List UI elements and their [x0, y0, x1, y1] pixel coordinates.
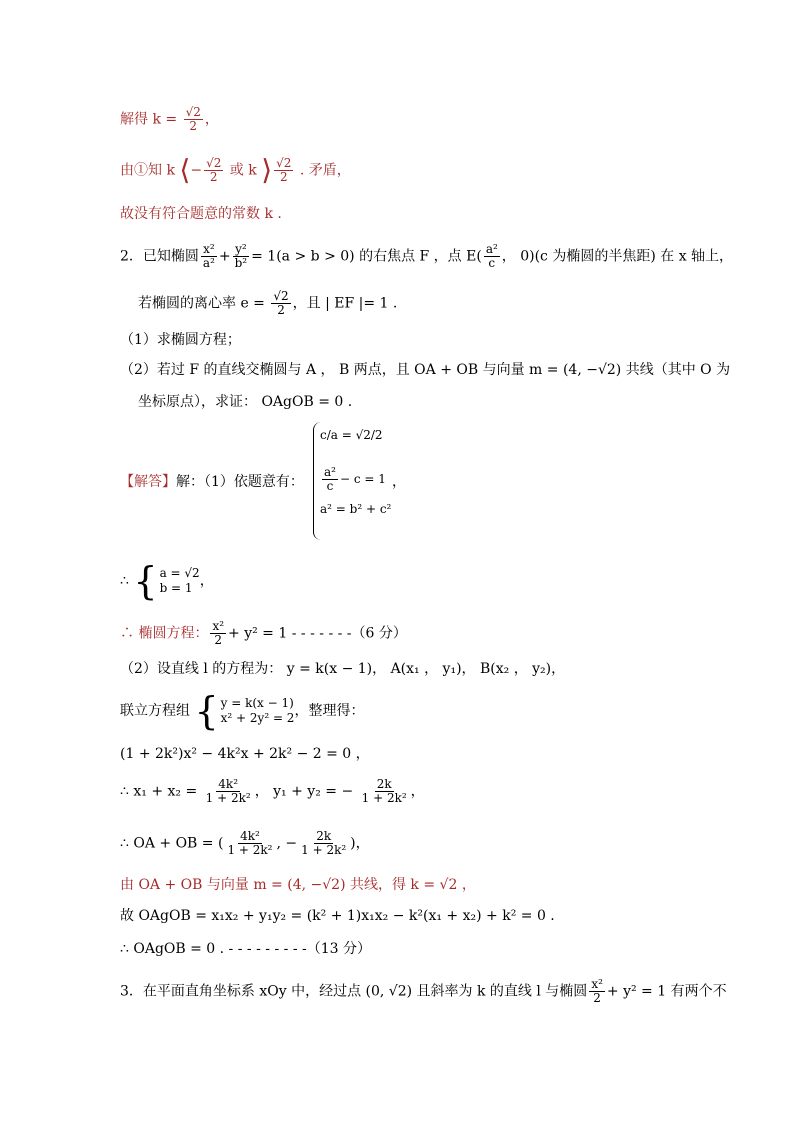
fraction	[322, 466, 338, 493]
dot-product-line: 故 OAgOB = x₁x₂ + y₁y₂ = (k² + 1)x₁x₂ − k²(x₁ + x₂) + k² = 0 .	[120, 908, 555, 924]
numerator: 2k	[316, 829, 332, 843]
text: 由①知 k	[120, 162, 180, 179]
fraction	[360, 778, 409, 805]
denominator: 2	[279, 170, 288, 184]
collinear-line: 由 OA + OB 与向量 m = (4, −√2) 共线，得 k = √2 ，	[120, 877, 476, 893]
answer-tag: 【解答】	[120, 474, 176, 490]
row: y = k(x − 1)	[220, 696, 294, 710]
fraction	[204, 157, 223, 184]
system-row-2	[320, 466, 386, 493]
ab-system	[133, 559, 200, 603]
fraction	[201, 243, 217, 270]
text: ∴ 椭圆方程：	[120, 625, 209, 642]
combine-system	[120, 689, 365, 733]
question-2-line-2	[138, 290, 397, 317]
combine-braces	[194, 689, 295, 733]
text: −	[190, 162, 203, 179]
system-comma: ，	[392, 474, 406, 490]
denominator: 1 + 2k²	[227, 843, 273, 857]
text: 2．已知椭圆	[120, 248, 199, 265]
left-brace: {	[194, 689, 219, 733]
fraction	[233, 243, 250, 270]
numerator: 4k²	[240, 829, 260, 843]
text: ∴ x₁ + x₂ =	[120, 783, 202, 800]
text: 3．在平面直角坐标系 xOy 中，经过点 (0, √2) 且斜率为 k 的直线 l 与椭圆	[120, 983, 588, 1000]
vieta-sums	[120, 778, 425, 805]
text: 解得 k =	[120, 111, 182, 128]
text: ， y₁ + y₂ = −	[254, 783, 358, 800]
fraction	[210, 620, 226, 647]
question-2-sub-1: （1）求椭圆方程；	[120, 332, 241, 348]
question-2-line-1: 2．已知椭圆 $\frac{\text{x²}}{\text{a²}}$ + $\frac{\text{y²}}{\text{b²}}$ = 1(a > b > 0) 的右焦点 F ，点 E( $\frac{\text{a²}}{c}$ ， 0)(c 为椭圆的半焦距) 在 x 轴上，	[120, 242, 734, 270]
therefore-ab: ∴ { a = √2 b = 1 ，	[120, 559, 214, 603]
fraction	[589, 978, 605, 1005]
numerator: √2	[273, 289, 289, 303]
no-constant-line: 故没有符合题意的常数 k .	[120, 206, 282, 222]
text: − c = 1	[339, 472, 386, 486]
text: 解：（1）依题意有：	[176, 474, 304, 490]
denominator: 2	[189, 119, 198, 133]
text: OA + OB 与向量 m = (4, −√2) 共线（其中 O 为	[414, 362, 731, 378]
text: + y² = 1 - - - - - - -（6 分）	[228, 625, 407, 642]
text: )，	[350, 835, 370, 852]
denominator: 2	[214, 633, 223, 647]
row: a = √2	[159, 566, 200, 580]
text: ， 0)(c 为椭圆的半焦距) 在 x 轴上，	[501, 248, 734, 265]
numerator: x²	[591, 977, 603, 991]
quadratic: (1 + 2k²)x² − 4k²x + 2k² − 2 = 0 ，	[120, 746, 370, 762]
denominator: b²	[234, 256, 248, 270]
fraction	[299, 830, 348, 857]
denominator: c	[326, 479, 334, 493]
text: + y² = 1 有两个不	[606, 983, 727, 1000]
text: ∴ OA + OB = (	[120, 835, 224, 852]
question-2-sub-2a	[120, 361, 730, 379]
numerator: x²	[203, 242, 215, 256]
denominator: a²	[202, 256, 215, 270]
fraction	[225, 830, 274, 857]
text: 若椭圆的离心率 e =	[138, 295, 270, 312]
numerator: a²	[485, 242, 498, 256]
numerator: √2	[206, 156, 222, 170]
answer-header	[120, 473, 304, 491]
numerator: 4k²	[218, 777, 239, 791]
left-brace: {	[133, 559, 158, 603]
question-3-line	[120, 978, 727, 1005]
conclusion-line: ∴ OAgOB = 0 . - - - - - - - - -（13 分）	[120, 941, 372, 957]
system-rows	[160, 562, 200, 600]
denominator: 1 + 2k²	[205, 791, 251, 805]
denominator: 1 + 2k²	[301, 843, 347, 857]
denominator: 2	[593, 991, 601, 1005]
numerator: a²	[324, 465, 336, 479]
system-rows	[221, 692, 295, 730]
contradiction-line: 由①知 k ⟨− $\frac{√2}{2}$ 或 k ⟩ $\frac{√2}{2}$ . 矛盾，	[120, 153, 351, 187]
numerator: y²	[235, 242, 247, 256]
numerator: x²	[212, 619, 225, 633]
question-2-sub-2b: 坐标原点），求证： OAgOB = 0 .	[138, 394, 353, 410]
solve-k-line	[120, 106, 219, 133]
denominator: c	[488, 256, 496, 270]
fraction	[184, 106, 203, 133]
system-row-3: a² = b² + c²	[320, 502, 392, 516]
text: （2）若过 F 的直线交椭圆与 A ， B 两点，且	[120, 362, 415, 378]
text: . 矛盾，	[295, 162, 351, 179]
system-row-1: c/a = √2/2	[320, 428, 383, 442]
text: 联立方程组	[120, 703, 190, 719]
denominator: 2	[277, 303, 285, 317]
numerator: 2k	[376, 777, 392, 791]
row: b = 1	[159, 581, 193, 595]
fraction	[484, 243, 500, 270]
text: , −	[276, 835, 298, 852]
fraction	[204, 778, 253, 805]
text: ，	[410, 783, 425, 800]
denominator: 1 + 2k²	[361, 791, 407, 805]
text: ，	[204, 111, 219, 128]
text: ，且 | EF |= 1 .	[292, 295, 398, 312]
text: ，整理得：	[294, 703, 365, 719]
text: = 1(a > b > 0) 的右焦点 F ，点 E(	[251, 248, 482, 265]
row: x² + 2y² = 2	[220, 711, 295, 725]
fraction	[271, 290, 290, 317]
text: 或 k	[225, 162, 262, 179]
fraction	[274, 157, 293, 184]
numerator: √2	[185, 105, 201, 119]
denominator: 2	[209, 170, 218, 184]
part-2-setup: （2）设直线 l 的方程为： y = k(x − 1)， A(x₁ ， y₁)， B(x₂ ， y₂)，	[120, 661, 566, 677]
numerator: √2	[276, 156, 292, 170]
ellipse-equation	[120, 620, 407, 647]
vector-sum	[120, 830, 370, 857]
